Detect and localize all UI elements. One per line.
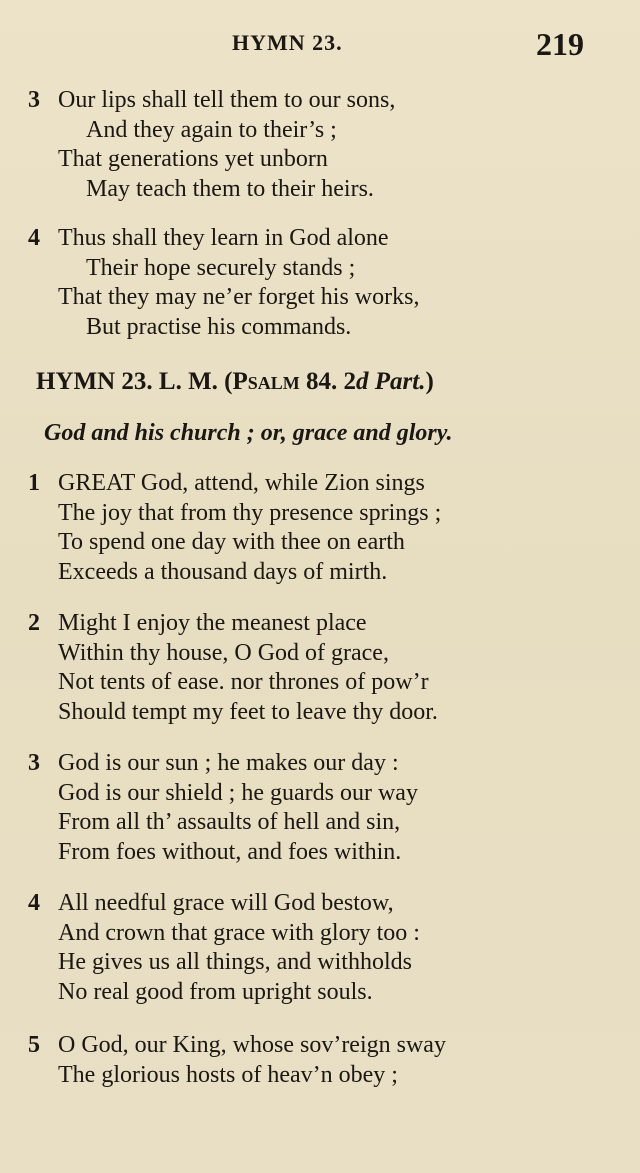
stanza-line bbox=[28, 609, 618, 639]
stanza-line bbox=[28, 86, 618, 116]
stanza-line: From foes without, and foes within. bbox=[58, 838, 402, 865]
stanza-line bbox=[28, 749, 618, 779]
stanza-line: Their hope securely stands ; bbox=[86, 254, 356, 281]
stanza-number: 5 bbox=[28, 1032, 40, 1058]
stanza-line: From all th’ assaults of hell and sin, bbox=[58, 809, 401, 835]
stanza-number: 2 bbox=[28, 610, 40, 636]
stanza-line: The glorious hosts of heav’n obey ; bbox=[58, 1061, 398, 1088]
stanza-2 bbox=[28, 609, 618, 727]
hymn-heading-psalm: Psalm bbox=[232, 368, 300, 395]
stanza-line: Not tents of ease. nor thrones of pow’r bbox=[58, 669, 429, 695]
hymn-heading-close: ) bbox=[425, 368, 434, 395]
stanza-3 bbox=[28, 749, 618, 867]
hymn-subtitle: God and his church ; or, grace and glory. bbox=[44, 420, 453, 446]
verse-line: O God, our King, whose sov’reign sway bbox=[58, 1032, 446, 1058]
verse-line: Our lips shall tell them to our sons, bbox=[58, 87, 396, 113]
stanza-number: 3 bbox=[28, 87, 40, 113]
running-head: HYMN 23. bbox=[232, 30, 343, 55]
stanza-line bbox=[28, 469, 618, 499]
stanza-line: Within thy house, O God of grace, bbox=[58, 639, 389, 666]
stanza-line: God is our shield ; he guards our way bbox=[58, 779, 418, 806]
hymn-heading-number: 84. 2 bbox=[299, 368, 357, 395]
page-number: 219 bbox=[536, 26, 584, 62]
stanza-line bbox=[28, 1031, 618, 1061]
stanza-number: 4 bbox=[28, 225, 40, 251]
hymn-heading-main: HYMN 23. L. M. ( bbox=[36, 368, 233, 395]
stanza-line: And crown that grace with glory too : bbox=[58, 919, 420, 946]
stanza-number: 4 bbox=[28, 890, 40, 916]
stanza-prev-4 bbox=[28, 224, 618, 342]
stanza-line: Exceeds a thousand days of mirth. bbox=[58, 558, 388, 585]
stanza-5 bbox=[28, 1031, 618, 1090]
verse-line: Might I enjoy the meanest place bbox=[58, 610, 367, 636]
stanza-line: To spend one day with thee on earth bbox=[58, 529, 405, 555]
stanza-1 bbox=[28, 469, 618, 587]
stanza-line: That they may ne’er forget his works, bbox=[58, 284, 420, 310]
stanza-number: 1 bbox=[28, 470, 40, 496]
stanza-line bbox=[28, 889, 618, 919]
verse-line: GREAT God, attend, while Zion sings bbox=[58, 470, 425, 496]
stanza-line: May teach them to their heirs. bbox=[86, 175, 374, 202]
stanza-line: He gives us all things, and withholds bbox=[58, 949, 412, 975]
hymn-heading bbox=[36, 368, 434, 396]
stanza-line: Should tempt my feet to leave thy door. bbox=[58, 698, 438, 725]
stanza-line: That generations yet unborn bbox=[58, 146, 328, 172]
hymn-heading-part: d Part. bbox=[356, 368, 426, 395]
stanza-line: And they again to their’s ; bbox=[86, 116, 337, 143]
stanza-number: 3 bbox=[28, 750, 40, 776]
verse-line: All needful grace will God bestow, bbox=[58, 890, 394, 916]
stanza-line: But practise his commands. bbox=[86, 313, 352, 340]
verse-line: God is our sun ; he makes our day : bbox=[58, 750, 399, 776]
stanza-prev-3 bbox=[28, 86, 618, 204]
stanza-line: No real good from upright souls. bbox=[58, 978, 373, 1005]
stanza-4 bbox=[28, 889, 618, 1007]
verse-line: Thus shall they learn in God alone bbox=[58, 225, 389, 251]
stanza-line: The joy that from thy presence springs ; bbox=[58, 499, 442, 526]
stanza-line bbox=[28, 224, 618, 254]
